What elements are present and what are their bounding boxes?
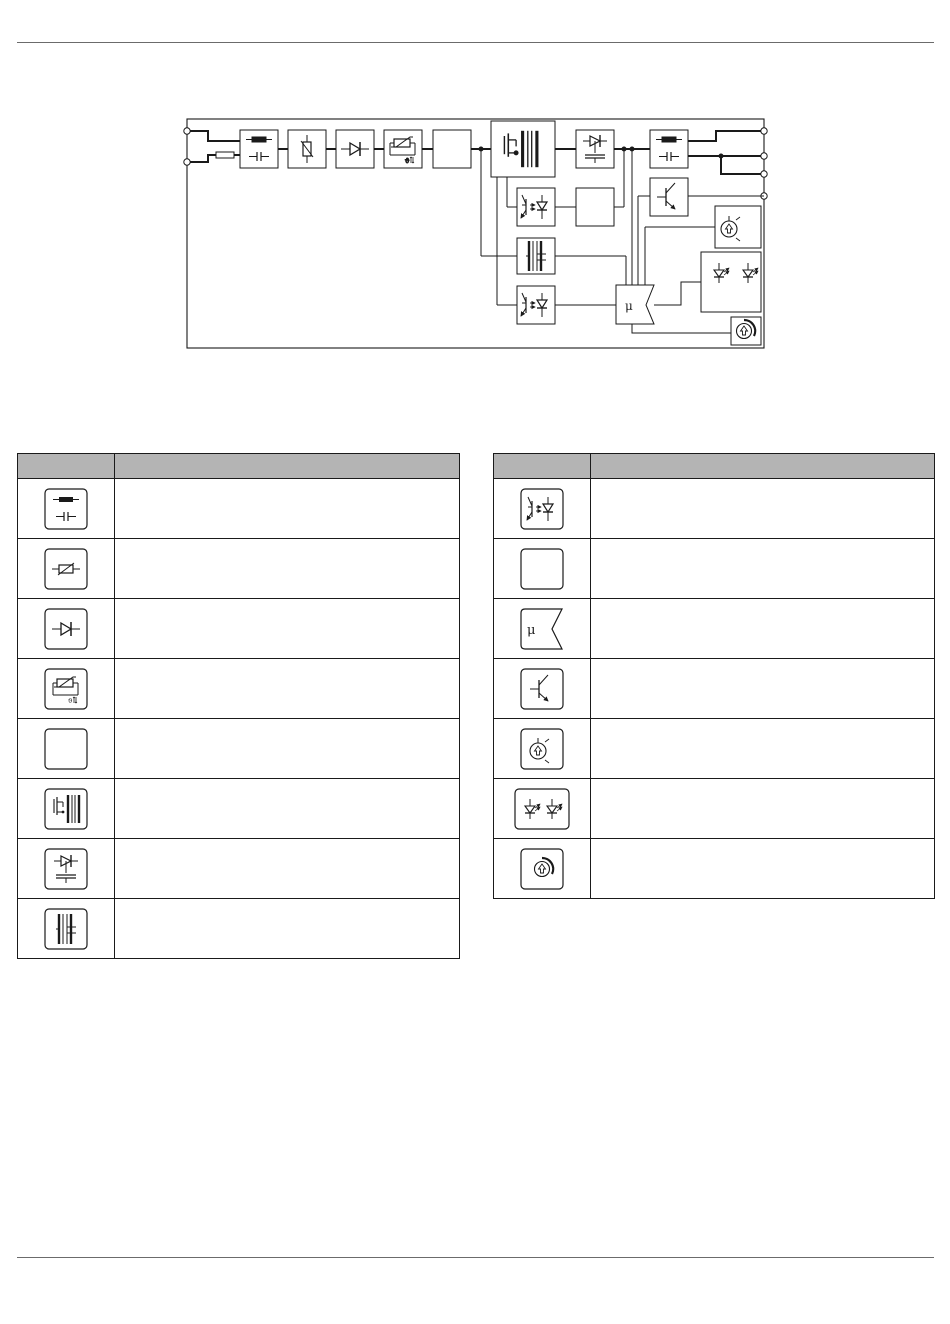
legend-row — [494, 719, 935, 779]
adjust-potentiometer-icon — [520, 728, 564, 770]
legend-description — [591, 659, 935, 719]
legend-description — [591, 539, 935, 599]
legend-header-symbol — [494, 454, 591, 479]
optocoupler-icon — [520, 488, 564, 530]
rectifier-capacitor-icon — [44, 848, 88, 890]
output-wire — [721, 156, 764, 174]
legend-row — [494, 479, 935, 539]
input-terminal — [184, 159, 190, 165]
status-leds-icon — [514, 788, 570, 830]
rotary-button-icon — [520, 848, 564, 890]
legend-description — [591, 599, 935, 659]
legend-description — [115, 539, 460, 599]
optocoupler-block — [517, 286, 555, 324]
svg-text:μ: μ — [625, 299, 633, 313]
aux-transformer-block — [517, 238, 555, 274]
transistor-block — [650, 178, 688, 216]
legend-row — [18, 779, 460, 839]
diode-icon — [44, 608, 88, 650]
output-terminal — [761, 153, 767, 159]
legend-description — [591, 839, 935, 899]
legend-header-description — [115, 454, 460, 479]
legend-row — [494, 779, 935, 839]
legend-description — [115, 839, 460, 899]
legend-row — [18, 599, 460, 659]
legend-row — [18, 719, 460, 779]
legend-row — [494, 659, 935, 719]
legend-row — [494, 599, 935, 659]
fuse — [216, 152, 234, 158]
input-terminal — [184, 128, 190, 134]
legend-description — [591, 719, 935, 779]
capacitor-filter-icon — [44, 488, 88, 530]
legend-header-description — [591, 454, 935, 479]
svg-text:μ: μ — [527, 622, 536, 638]
legend-description — [591, 479, 935, 539]
transistor-icon — [520, 668, 564, 710]
optocoupler-block — [517, 188, 555, 226]
legend-description — [115, 599, 460, 659]
legend-table-right — [493, 453, 935, 899]
regulator-block — [576, 188, 614, 226]
empty-block-icon — [520, 548, 564, 590]
output-terminal — [761, 171, 767, 177]
legend-row — [18, 479, 460, 539]
header-rule — [17, 42, 934, 43]
legend-description — [115, 779, 460, 839]
legend-row — [18, 539, 460, 599]
legend-row — [18, 899, 460, 959]
input-wire-l — [187, 131, 240, 141]
transformer-icon — [44, 908, 88, 950]
output-filter-block — [650, 130, 688, 168]
legend-header-row — [18, 454, 460, 479]
legend-row — [18, 659, 460, 719]
legend-description — [115, 479, 460, 539]
legend-header-symbol — [18, 454, 115, 479]
filter-block — [240, 130, 278, 168]
legend-description — [115, 899, 460, 959]
footer-rule — [17, 1257, 934, 1258]
block-diagram — [183, 115, 769, 355]
legend-header-row — [494, 454, 935, 479]
resistor-icon — [44, 548, 88, 590]
input-wire-n — [187, 155, 216, 162]
empty-block-icon — [44, 728, 88, 770]
legend-description — [115, 659, 460, 719]
legend-table-left — [17, 453, 460, 959]
legend-row — [494, 839, 935, 899]
legend-description — [115, 719, 460, 779]
output-terminal — [761, 128, 767, 134]
empty-block — [433, 130, 471, 168]
output-wire — [688, 131, 764, 141]
legend-description — [591, 779, 935, 839]
legend-row — [18, 839, 460, 899]
microcontroller-block — [616, 285, 654, 324]
mosfet-transformer-icon — [44, 788, 88, 830]
legend-row — [494, 539, 935, 599]
led-block — [701, 252, 761, 312]
microcontroller-icon — [520, 608, 564, 650]
thermal-varistor-icon — [44, 668, 88, 710]
